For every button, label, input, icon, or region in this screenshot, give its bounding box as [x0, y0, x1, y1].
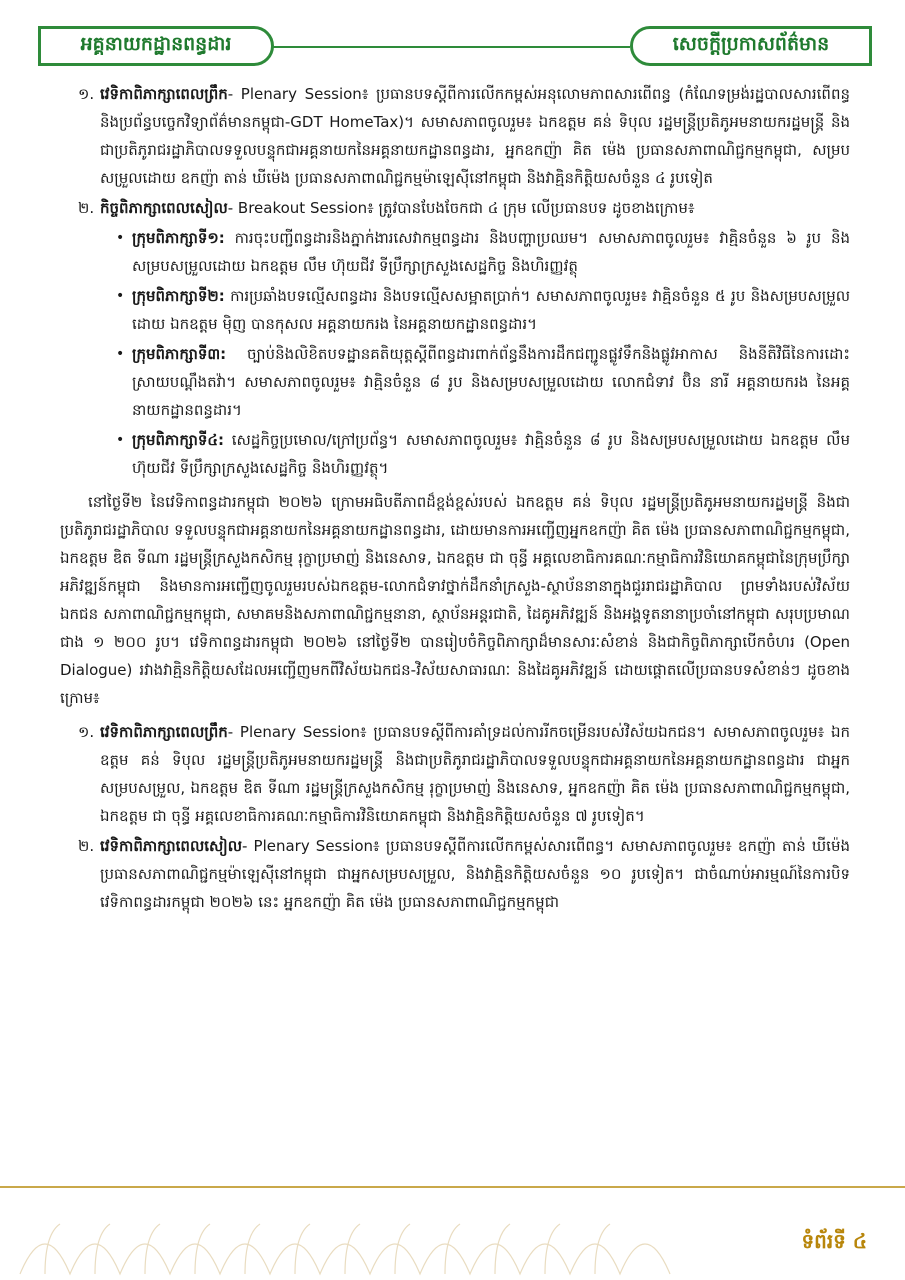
bullet-text: ការប្រឆាំងបទល្មើសពន្ធដារ និងបទល្មើសសម្អាតប្រាក់។ សមាសភាពចូលរួម៖ វាគ្មិនចំនួន ៥ រូប និងសម្របសម្រួលដោយ ឯកឧត្តម ម៉ិញ បានកុសល អគ្គនាយករង នៃអគ្គនាយកដ្ឋានពន្ធដារ។	[132, 287, 850, 333]
item-body	[100, 832, 850, 916]
bullet-item	[116, 340, 850, 424]
list-item	[60, 194, 850, 222]
item-body	[100, 718, 850, 830]
page-footer	[0, 1186, 905, 1280]
footer-gold-line	[0, 1186, 905, 1188]
body-paragraph: នៅថ្ងៃទី២ នៃវេទិកាពន្ធដារកម្ពុជា ២០២៦ ក្រោមអធិបតីភាពដ៏ខ្ពង់ខ្ពស់របស់ ឯកឧត្តម គន់ ទិបុល រដ្ឋមន្ត្រីប្រតិភូអមនាយករដ្ឋមន្ត្រី និងជាប្រតិភូរាជរដ្ឋាភិបាល ទទួលបន្ទុកជាអគ្គនាយកនៃអគ្គនាយកដ្ឋានពន្ធដារ, ដោយមានការអញ្ជើញអ្នកឧកញ៉ា គិត ម៉េង ប្រធានសភាពាណិជ្ជកម្មកម្ពុជា, ឯកឧត្តម ឌិត ទីណា រដ្ឋមន្ត្រីក្រសួងកសិកម្ម រុក្ខាប្រមាញ់ និងនេសាទ, ឯកឧត្តម ជា ចុន្ធី អគ្គលេខាធិការគណៈកម្មាធិការវិនិយោគកម្ពុជានៃក្រុមប្រឹក្សាអភិវឌ្ឍន៍កម្ពុជា និងមានការអញ្ជើញចូលរួមរបស់ឯកឧត្តម-លោកជំទាវថ្នាក់ដឹកនាំក្រសួង-ស្ថាប័ននានាក្នុងជួររាជរដ្ឋាភិបាល ព្រមទាំងរបស់វិស័យឯកជន សភាពាណិជ្ជកម្មកម្ពុជា, សមាគមនិងសភាពាណិជ្ជកម្មនានា, ស្ថាប័នអន្តរជាតិ, ដៃគូអភិវឌ្ឍន៍ និងអង្គទូតនានាប្រចាំនៅកម្ពុជា សរុបប្រមាណជាង ១ ២០០ រូប។ វេទិកាពន្ធដារកម្ពុជា ២០២៦ នៅថ្ងៃទី២ បានរៀបចំកិច្ចពិភាក្សាដ៏មានសារៈសំខាន់ និងជាកិច្ចពិភាក្សាបើកចំហរ (Open Dialogue) រវាងវាគ្មិនកិត្តិយសដែលអញ្ជើញមកពីវិស័យឯកជន-វិស័យសាធារណៈ និងដៃគូអភិវឌ្ឍន៍ ដោយផ្ដោតលើប្រធានបទសំខាន់ៗ ដូចខាងក្រោម៖	[60, 493, 850, 707]
item-heading: វេទិកាពិភាក្សាពេលសៀល	[100, 837, 243, 855]
list-item	[60, 832, 850, 916]
item-text: - Plenary Session៖ ប្រធានបទស្ដីពីការលើកកម្ពស់អនុលោមភាពសារពើពន្ធ (កំណែទម្រង់រដ្ឋបាលសារពើពន្ធ និងប្រព័ន្ធបច្ចេកវិទ្យាព័ត៌មានកម្ពុជា-GDT HomeTax)។ សមាសភាពចូលរួម៖ ឯកឧត្តម គន់ ទិបុល រដ្ឋមន្ត្រីប្រតិភូអមនាយករដ្ឋមន្ត្រី និងជាប្រតិភូរាជរដ្ឋាភិបាលទទួលបន្ទុកជាអគ្គនាយកនៃអគ្គនាយកដ្ឋានពន្ធដារ, អ្នកឧកញ៉ា គិត ម៉េង ប្រធានសភាពាណិជ្ជកម្មកម្ពុជា, សម្របសម្រួលដោយ ឧកញ៉ា តាន់ ឃីម៉េង ប្រធានសភាពាណិជ្ជកម្មម៉ាឡេស៊ីនៅកម្ពុជា និងវាគ្មិនកិត្តិយសចំនួន ៤ រូបទៀត	[100, 85, 850, 187]
bullet-text: ច្បាប់និងលិខិតបទដ្ឋានគតិយុត្តស្ដីពីពន្ធដារពាក់ព័ន្ធនឹងការដឹកជញ្ជូនផ្លូវទឹកនិងផ្លូវអាកាស និងនីតិវិធីនៃការដោះស្រាយបណ្ដឹងតវ៉ា។ សមាសភាពចូលរួម៖ វាគ្មិនចំនួន ៨ រូប និងសម្របសម្រួលដោយ លោកជំទាវ ប៊ិន នារី អគ្គនាយករង នៃអគ្គនាយកដ្ឋានពន្ធដារ។	[132, 345, 850, 419]
footer-ornament-pattern	[0, 1194, 905, 1280]
page-header	[0, 26, 905, 68]
item-text: - Breakout Session៖ ត្រូវបានបែងចែកជា ៤ ក្រុម លើប្រធានបទ ដូចខាងក្រោម៖	[227, 199, 695, 217]
list-item	[60, 718, 850, 830]
bullet-body	[132, 340, 850, 424]
item-heading: វេទិកាពិភាក្សាពេលព្រឹក	[100, 85, 228, 103]
item-number: ២.	[78, 837, 95, 855]
item-number: ២.	[78, 199, 95, 217]
bullet-item	[116, 282, 850, 338]
item-heading: កិច្ចពិភាក្សាពេលសៀល	[100, 199, 228, 217]
item-text: - Plenary Session៖ ប្រធានបទស្ដីពីការគាំទ្រដល់ការរីកចម្រើនរបស់វិស័យឯកជន។ សមាសភាពចូលរួម៖ ឯកឧត្តម គន់ ទិបុល រដ្ឋមន្ត្រីប្រតិភូអមនាយករដ្ឋមន្ត្រី និងជាប្រតិភូរាជរដ្ឋាភិបាលទទួលបន្ទុកជាអគ្គនាយកនៃអគ្គនាយកដ្ឋានពន្ធដារ ជាអ្នកសម្របសម្រួល, ឯកឧត្តម ឌិត ទីណា រដ្ឋមន្ត្រីក្រសួងកសិកម្ម រុក្ខាប្រមាញ់ និងនេសាទ, អ្នកឧកញ៉ា គិត ម៉េង ប្រធានសភាពាណិជ្ជកម្មកម្ពុជា, ឯកឧត្តម ជា ចុន្ធី អគ្គលេខាធិការគណៈកម្មាធិការវិនិយោគកម្ពុជា និងវាគ្មិនកិត្តិយសចំនួន ៧ រូបទៀត។	[100, 723, 850, 825]
bullet-item	[116, 224, 850, 280]
bullet-body	[132, 224, 850, 280]
section1-list	[60, 80, 850, 222]
item-number: ១.	[78, 85, 95, 103]
bullet-body	[132, 426, 850, 482]
breakout-groups-list	[116, 224, 850, 482]
page-number: ទំព័រទី ៤	[801, 1229, 867, 1253]
section2-list	[60, 718, 850, 916]
header-department-title: អគ្គនាយកដ្ឋានពន្ធដារ	[38, 26, 274, 66]
bullet-heading: ក្រុមពិភាក្សាទី៣:	[132, 345, 227, 363]
header-press-release-title: សេចក្ដីប្រកាសព័ត៌មាន	[630, 26, 872, 66]
item-body	[100, 80, 850, 192]
bullet-heading: ក្រុមពិភាក្សាទី២:	[132, 287, 225, 305]
document-body	[60, 80, 850, 1185]
bullet-body	[132, 282, 850, 338]
bullet-text: សេដ្ឋកិច្ចប្រមោល/ក្រៅប្រព័ន្ធ។ សមាសភាពចូលរួម៖ វាគ្មិនចំនួន ៨ រូប និងសម្របសម្រួលដោយ ឯកឧត្តម លឹម ហ៊ុយជីវ ទីប្រឹក្សាក្រសួងសេដ្ឋកិច្ច និងហិរញ្ញវត្ថុ។	[132, 431, 850, 477]
list-item	[60, 80, 850, 192]
item-body	[100, 194, 850, 222]
item-heading: វេទិកាពិភាក្សាពេលព្រឹក	[100, 723, 228, 741]
bullet-heading: ក្រុមពិភាក្សាទី១:	[132, 229, 225, 247]
bullet-item	[116, 426, 850, 482]
item-number: ១.	[78, 723, 95, 741]
bullet-heading: ក្រុមពិភាក្សាទី៤:	[132, 431, 224, 449]
bullet-icon: •	[116, 432, 125, 448]
bullet-icon: •	[116, 230, 125, 246]
item-text: - Plenary Session៖ ប្រធានបទស្ដីពីការលើកកម្ពស់សារពើពន្ធ។ សមាសភាពចូលរួម៖ ឧកញ៉ា តាន់ ឃីម៉េង ប្រធានសភាពាណិជ្ជកម្មម៉ាឡេស៊ីនៅកម្ពុជា ជាអ្នកសម្របសម្រួល, និងវាគ្មិនកិត្តិយសចំនួន ១០ រូបទៀត។ ជាចំណាប់អារម្មណ៍នៃការបិទវេទិកាពន្ធដារកម្ពុជា ២០២៦ នេះ អ្នកឧកញ៉ា គិត ម៉េង ប្រធានសភាពាណិជ្ជកម្មកម្ពុជា	[100, 837, 850, 911]
bullet-icon: •	[116, 288, 125, 304]
bullet-icon: •	[116, 346, 125, 362]
bullet-text: ការចុះបញ្ជីពន្ធដារនិងភ្នាក់ងារសេវាកម្មពន្ធដារ និងបញ្ហាប្រឈម។ សមាសភាពចូលរួម៖ វាគ្មិនចំនួន ៦ រូប និងសម្របសម្រួលដោយ ឯកឧត្តម លឹម ហ៊ុយជីវ ទីប្រឹក្សាក្រសួងសេដ្ឋកិច្ច និងហិរញ្ញវត្ថុ	[132, 229, 850, 275]
header-divider-line	[270, 46, 630, 48]
